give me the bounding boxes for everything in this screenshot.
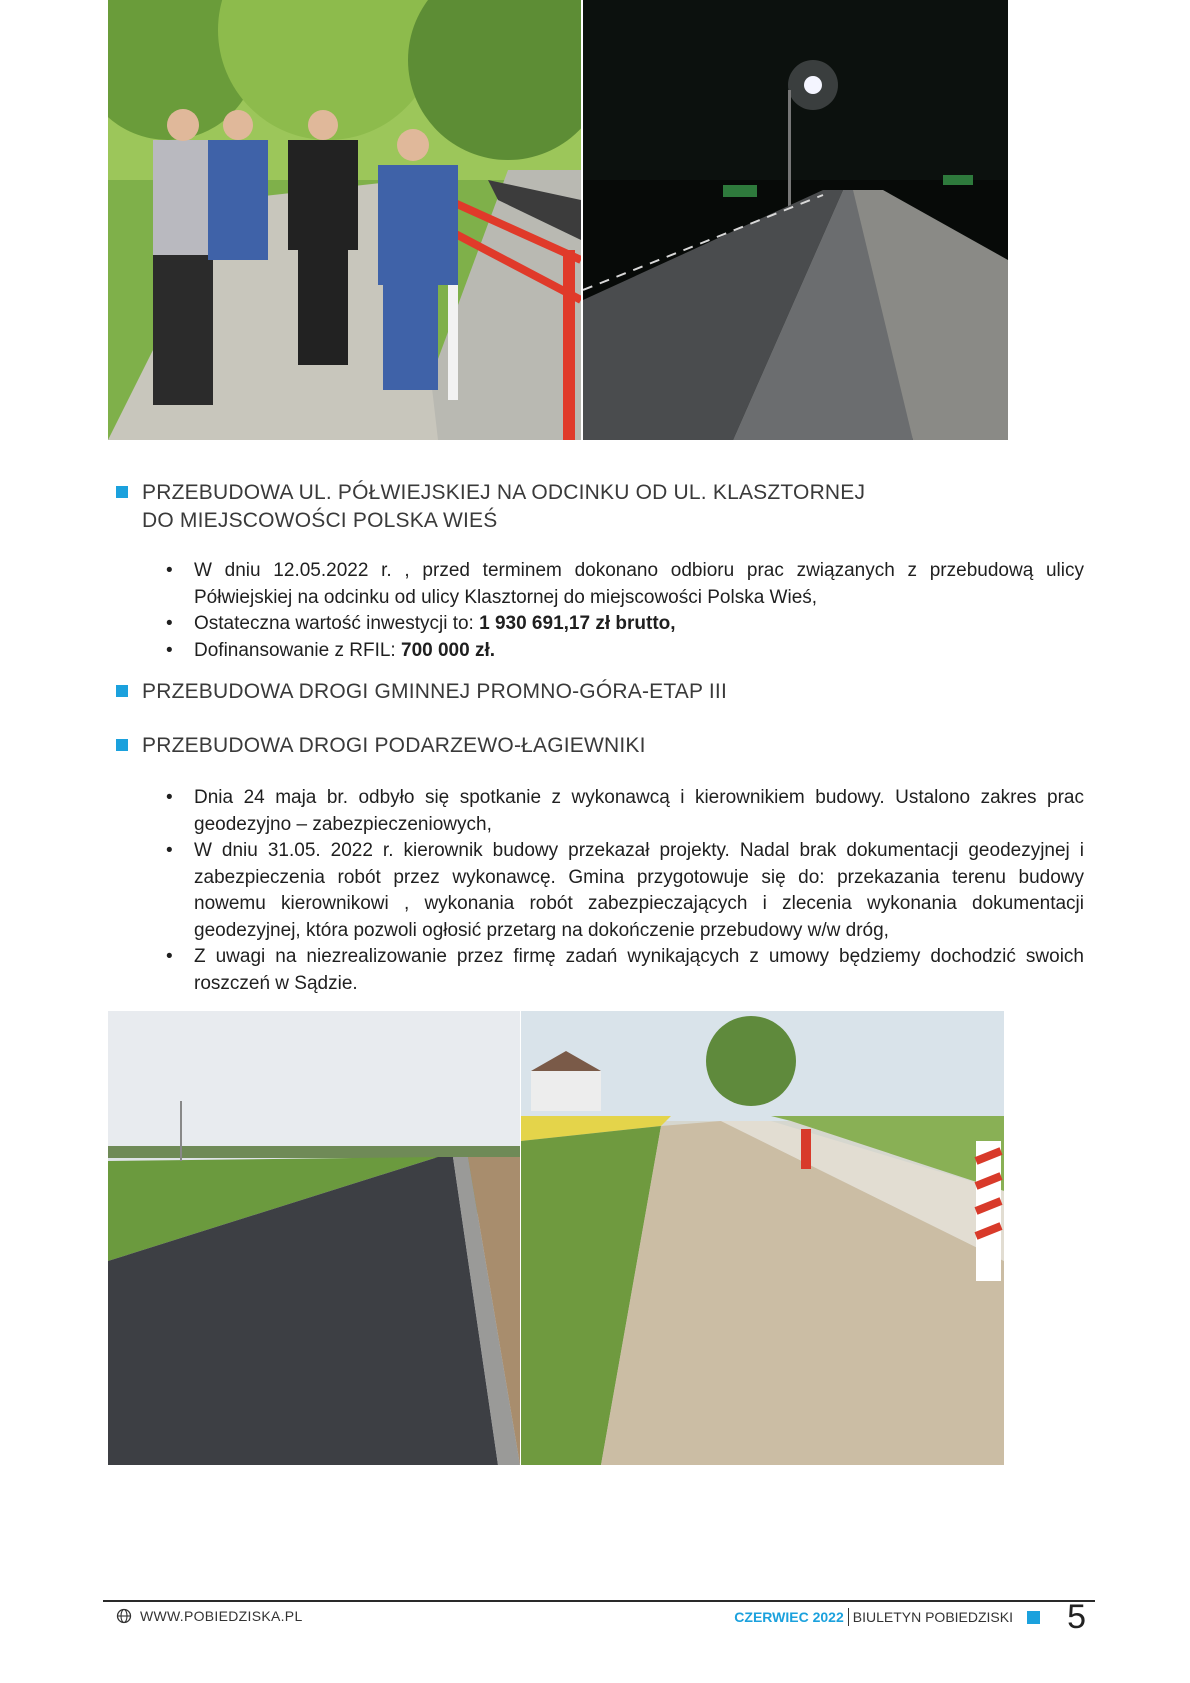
list-item: • W dniu 12.05.2022 r. , przed terminem dokonano odbioru prac związanych z przebudową ulicy Półwiejskiej na odcinku od ulicy Klasztornej do miejscowości Polska Wieś, [164, 558, 1084, 611]
bullet-list-polwiejska [164, 558, 1084, 664]
website-url[interactable]: WWW.POBIEDZISKA.PL [140, 1608, 303, 1624]
issue-month: CZERWIEC 2022 [734, 1609, 844, 1625]
square-marker-icon [116, 685, 128, 697]
publication-name: BIULETYN POBIEDZISKI [852, 1609, 1013, 1625]
section-title-line2: DO MIEJSCOWOŚCI POLSKA WIEŚ [142, 509, 498, 532]
section-heading-promno-gora [116, 678, 727, 706]
page-number: 5 [1067, 1598, 1086, 1636]
funding-value: 700 000 zł. [401, 639, 496, 661]
photo-gravel-road-construction [521, 1011, 1004, 1465]
footer-issue [734, 1608, 1040, 1626]
section-heading-polwiejska [116, 479, 865, 535]
footer-divider [103, 1600, 1095, 1602]
list-item: • Ostateczna wartość inwestycji to: 1 930 691,17 zł brutto, [164, 611, 1084, 638]
bullet-list-podarzewo [164, 785, 1084, 997]
photo-officials-on-sidewalk [108, 0, 581, 440]
list-item: • W dniu 31.05. 2022 r. kierownik budowy przekazał projekty. Nadal brak dokumentacji geodezyjnej i zabezpieczenia robót przez wykonawcę. Gmina przygotowuje się do: przekazania terenu budowy nowemu kierownikowi , wykonania robót zabezpieczających i zlecenia wykonania dokumentacji geodezyjnej, która pozwoli ogłosić przetarg na dokończenie przebudowy w/w dróg, [164, 838, 1084, 944]
section-title: PRZEBUDOWA DROGI PODARZEWO-ŁAGIEWNIKI [142, 734, 646, 757]
photo-road-at-night [583, 0, 1008, 440]
square-marker-icon [1027, 1611, 1040, 1624]
square-marker-icon [116, 739, 128, 751]
list-item: • Dofinansowanie z RFIL: 700 000 zł. [164, 638, 1084, 665]
globe-icon [116, 1608, 132, 1624]
section-title-line1: PRZEBUDOWA UL. PÓŁWIEJSKIEJ NA ODCINKU OD UL. KLASZTORNEJ [142, 481, 866, 504]
square-marker-icon [116, 486, 128, 498]
list-item: • Dnia 24 maja br. odbyło się spotkanie z wykonawcą i kierownikiem budowy. Ustalono zakres prac geodezyjno – zabezpieczeniowych, [164, 785, 1084, 838]
investment-value: 1 930 691,17 zł brutto, [479, 613, 676, 634]
section-title: PRZEBUDOWA DROGI GMINNEJ PROMNO-GÓRA-ETAP III [142, 680, 727, 703]
section-heading-podarzewo [116, 732, 646, 760]
list-item: • Z uwagi na niezrealizowanie przez firmę zadań wynikających z umowy będziemy dochodzić swoich roszczeń w Sądzie. [164, 944, 1084, 997]
issue-separator [848, 1608, 849, 1626]
footer-website[interactable] [116, 1608, 303, 1624]
photo-new-asphalt-road [108, 1011, 520, 1465]
